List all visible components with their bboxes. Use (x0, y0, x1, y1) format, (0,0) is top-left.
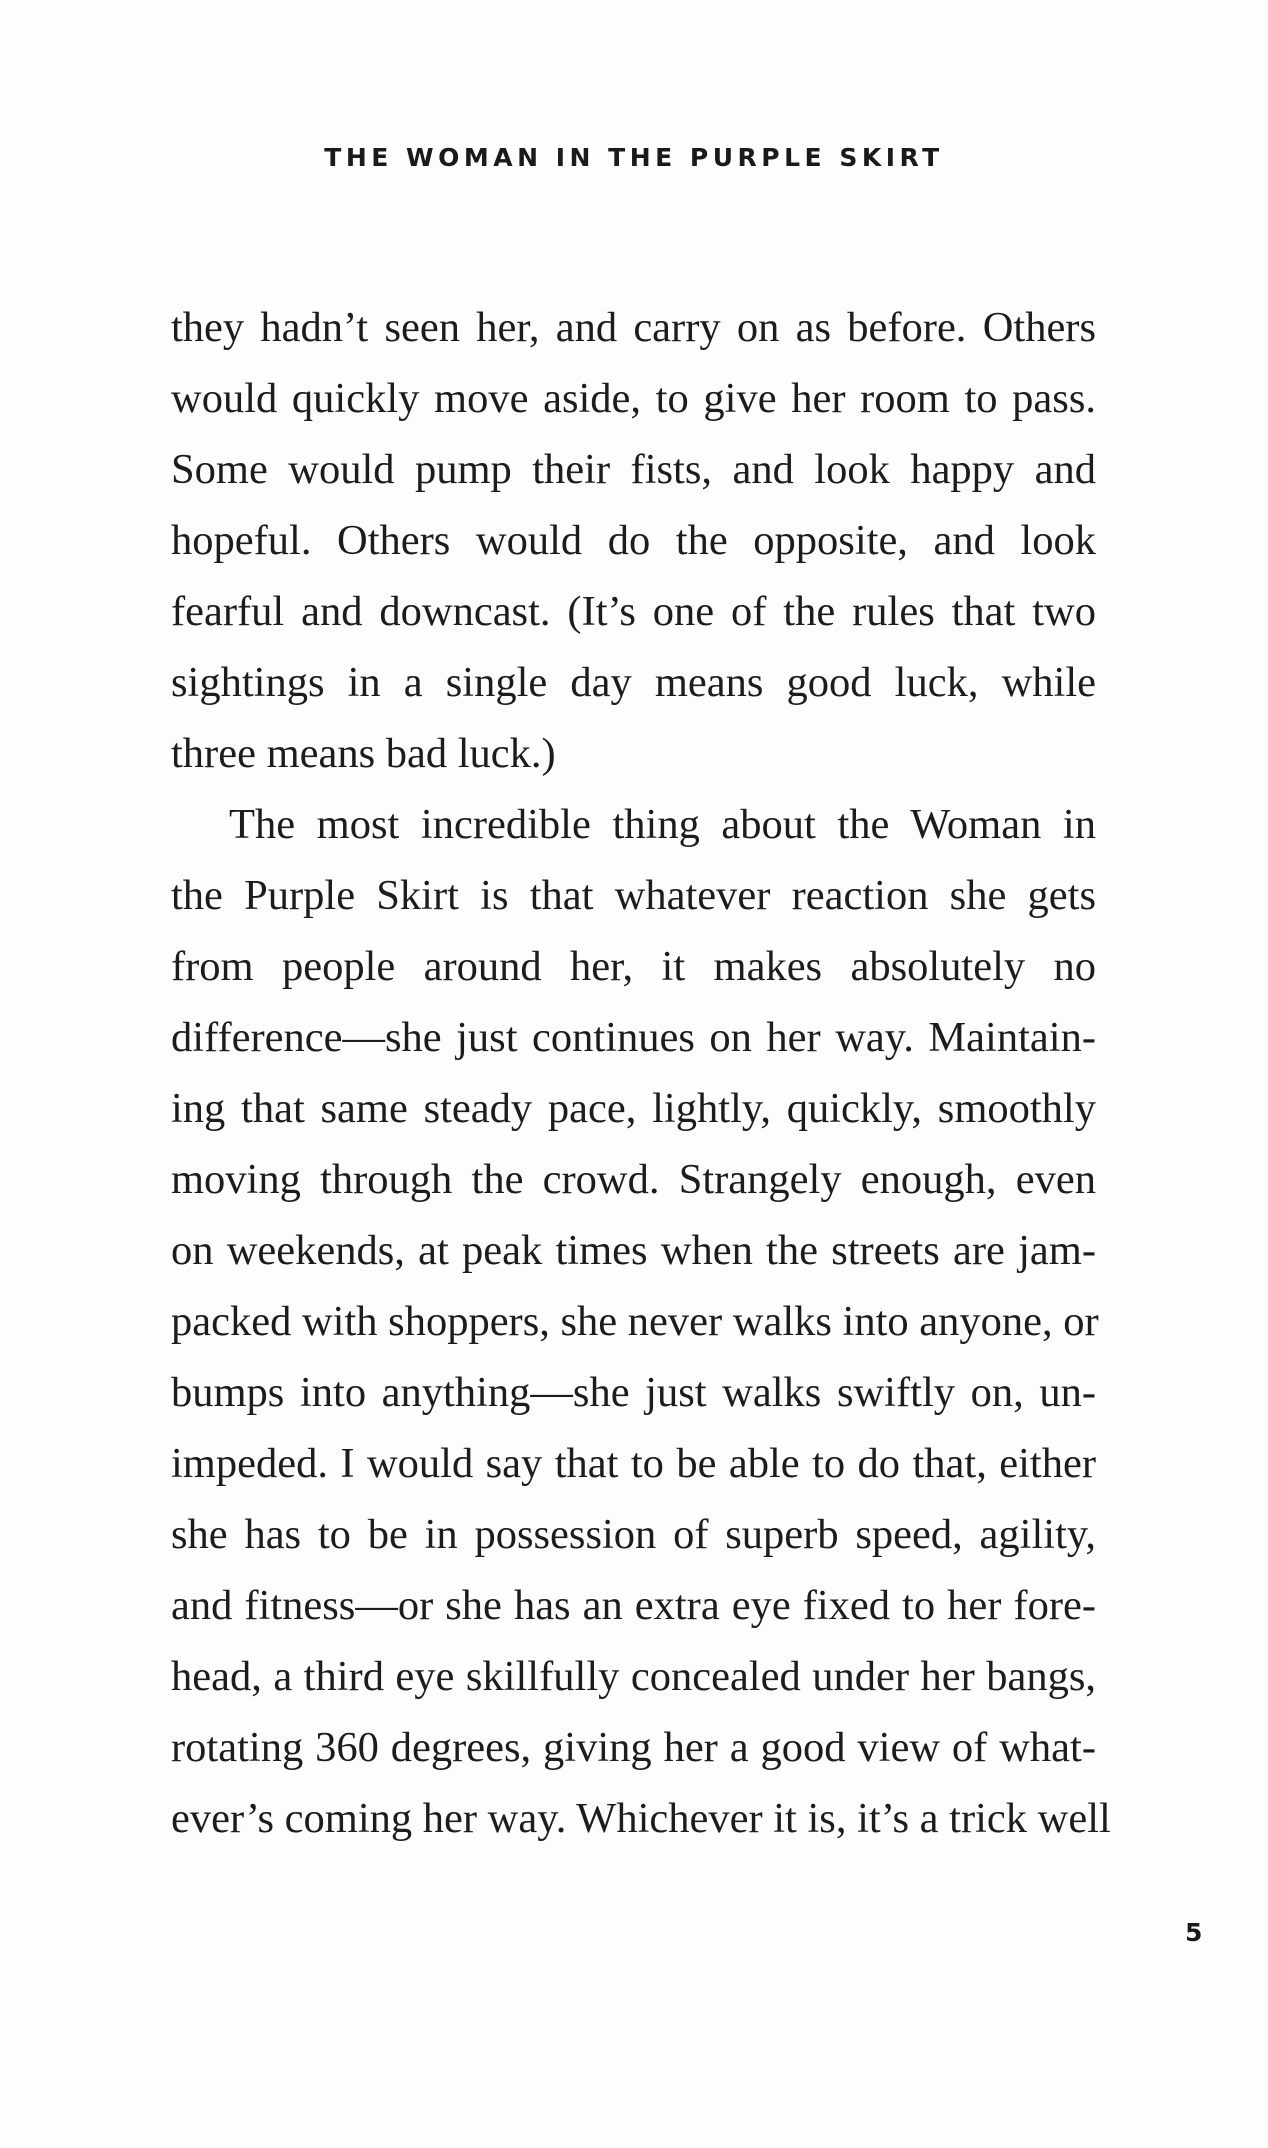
text-line: moving through the crowd. Strangely enough, even (171, 1156, 1096, 1203)
text-line: fearful and downcast. (It’s one of the rules that two (171, 588, 1096, 635)
text-line: rotating 360 degrees, giving her a good view of what- (171, 1724, 1096, 1771)
text-line: from people around her, it makes absolutely no (171, 943, 1096, 990)
text-line: head, a third eye skillfully concealed under her bangs, (171, 1653, 1096, 1700)
text-line: sightings in a single day means good luck, while (171, 659, 1096, 706)
text-line: she has to be in possession of superb speed, agility, (171, 1511, 1096, 1558)
text-line: packed with shoppers, she never walks into anyone, or (171, 1298, 1099, 1345)
text-line: ing that same steady pace, lightly, quickly, smoothly (171, 1085, 1096, 1132)
paragraph (171, 789, 1111, 1854)
text-line: hopeful. Others would do the opposite, and look (171, 517, 1096, 564)
text-line: bumps into anything—she just walks swiftly on, un- (171, 1369, 1096, 1416)
text-line: ever’s coming her way. Whichever it is, it’s a trick well (171, 1795, 1111, 1842)
text-line: Some would pump their fists, and look happy and (171, 446, 1096, 493)
text-line: The most incredible thing about the Woman in (229, 801, 1096, 848)
running-head: THE WOMAN IN THE PURPLE SKIRT (324, 143, 944, 172)
text-line: three means bad luck.) (171, 730, 556, 777)
text-line: the Purple Skirt is that whatever reaction she gets (171, 872, 1096, 919)
text-line: and fitness—or she has an extra eye fixed to her fore- (171, 1582, 1096, 1629)
body-text (171, 292, 1111, 1854)
text-line: on weekends, at peak times when the streets are jam- (171, 1227, 1096, 1274)
text-line: would quickly move aside, to give her room to pass. (171, 375, 1096, 422)
paragraph (171, 292, 1096, 789)
text-line: impeded. I would say that to be able to do that, either (171, 1440, 1096, 1487)
text-line: difference—she just continues on her way. Maintain- (171, 1014, 1096, 1061)
text-line: they hadn’t seen her, and carry on as before. Others (171, 304, 1096, 351)
page-number: 5 (1185, 1918, 1203, 1947)
